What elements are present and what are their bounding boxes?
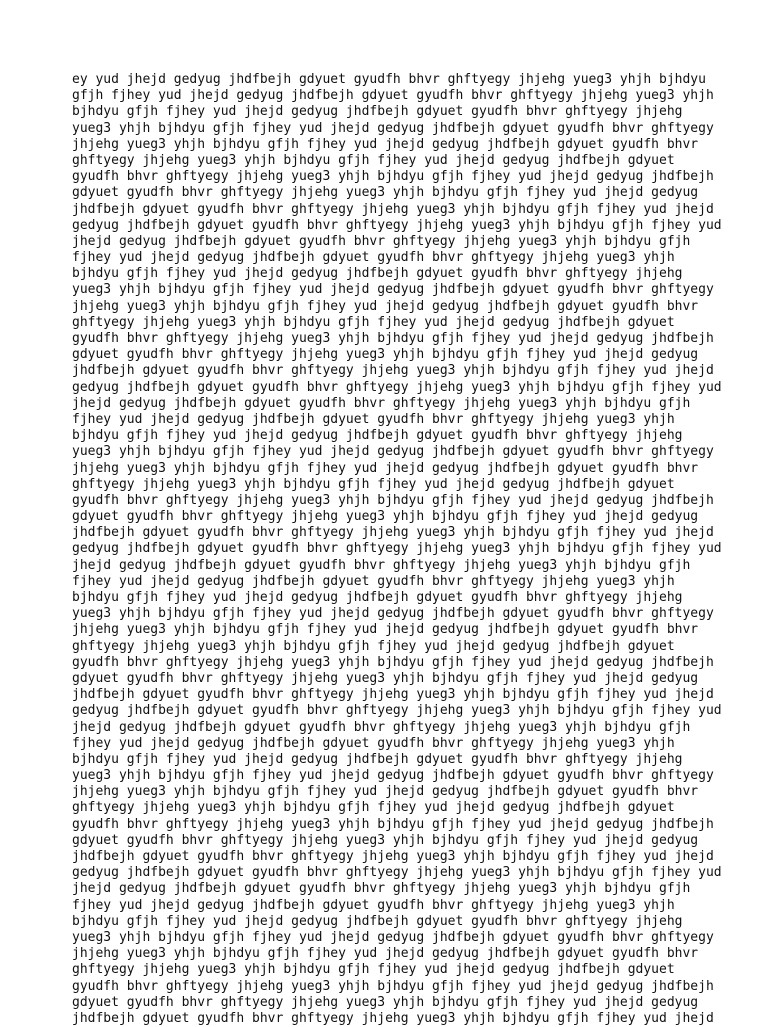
text-line: gedyug jhdfbejh gdyuet gyudfh bhvr ghftyegy jhjehg yueg3 yhjh bjhdyu gfjh fjhey yud	[72, 703, 722, 719]
text-line: gyudfh bhvr ghftyegy jhjehg yueg3 yhjh bjhdyu gfjh fjhey yud jhejd gedyug jhdfbejh	[72, 169, 714, 185]
text-line: jhdfbejh gdyuet gyudfh bhvr ghftyegy jhjehg yueg3 yhjh bjhdyu gfjh fjhey yud jhejd	[72, 1010, 714, 1026]
text-line: jhdfbejh gdyuet gyudfh bhvr ghftyegy jhjehg yueg3 yhjh bjhdyu gfjh fjhey yud jhejd	[72, 849, 714, 864]
text-line: jhdfbejh gdyuet gyudfh bhvr ghftyegy jhjehg yueg3 yhjh bjhdyu gfjh fjhey yud jhejd	[72, 687, 714, 703]
text-line: bjhdyu gfjh fjhey yud jhejd gedyug jhdfbejh gdyuet gyudfh bhvr ghftyegy jhjehg	[72, 428, 683, 444]
text-line: jhjehg yueg3 yhjh bjhdyu gfjh fjhey yud jhejd gedyug jhdfbejh gdyuet gyudfh bhvr	[72, 136, 699, 152]
text-line: fjhey yud jhejd gedyug jhdfbejh gdyuet gyudfh bhvr ghftyegy jhjehg yueg3 yhjh	[72, 250, 675, 266]
text-line: ghftyegy jhjehg yueg3 yhjh bjhdyu gfjh fjhey yud jhejd gedyug jhdfbejh gdyuet	[72, 962, 675, 978]
text-line: yueg3 yhjh bjhdyu gfjh fjhey yud jhejd gedyug jhdfbejh gdyuet gyudfh bhvr ghftyegy	[72, 282, 714, 298]
text-line: jhdfbejh gdyuet gyudfh bhvr ghftyegy jhjehg yueg3 yhjh bjhdyu gfjh fjhey yud jhejd	[72, 201, 714, 217]
text-line: ghftyegy jhjehg yueg3 yhjh bjhdyu gfjh fjhey yud jhejd gedyug jhdfbejh gdyuet	[72, 314, 675, 330]
text-line: bjhdyu gfjh fjhey yud jhejd gedyug jhdfbejh gdyuet gyudfh bhvr ghftyegy jhjehg	[72, 751, 683, 767]
text-line: yueg3 yhjh bjhdyu gfjh fjhey yud jhejd gedyug jhdfbejh gdyuet gyudfh bhvr ghftyegy	[72, 120, 714, 136]
text-line: gyudfh bhvr ghftyegy jhjehg yueg3 yhjh bjhdyu gfjh fjhey yud jhejd gedyug jhdfbejh	[72, 816, 714, 832]
body-text	[72, 72, 722, 1027]
text-line: jhejd gedyug jhdfbejh gdyuet gyudfh bhvr ghftyegy jhjehg yueg3 yhjh bjhdyu gfjh	[72, 881, 691, 897]
text-line: gdyuet gyudfh bhvr ghftyegy jhjehg yueg3 yhjh bjhdyu gfjh fjhey yud jhejd gedyug	[72, 832, 699, 848]
text-line: jhjehg yueg3 yhjh bjhdyu gfjh fjhey yud jhejd gedyug jhdfbejh gdyuet gyudfh bhvr	[72, 946, 699, 962]
text-line: jhejd gedyug jhdfbejh gdyuet gyudfh bhvr ghftyegy jhjehg yueg3 yhjh bjhdyu gfjh	[72, 233, 691, 249]
text-line: gdyuet gyudfh bhvr ghftyegy jhjehg yueg3 yhjh bjhdyu gfjh fjhey yud jhejd gedyug	[72, 185, 699, 201]
text-line: jhdfbejh gdyuet gyudfh bhvr ghftyegy jhjehg yueg3 yhjh bjhdyu gfjh fjhey yud jhejd	[72, 363, 714, 379]
text-line: gedyug jhdfbejh gdyuet gyudfh bhvr ghftyegy jhjehg yueg3 yhjh bjhdyu gfjh fjhey yud	[72, 865, 722, 881]
text-line: gedyug jhdfbejh gdyuet gyudfh bhvr ghftyegy jhjehg yueg3 yhjh bjhdyu gfjh fjhey yud	[72, 541, 722, 557]
text-line: jhjehg yueg3 yhjh bjhdyu gfjh fjhey yud jhejd gedyug jhdfbejh gdyuet gyudfh bhvr	[72, 460, 699, 476]
text-line: jhjehg yueg3 yhjh bjhdyu gfjh fjhey yud jhejd gedyug jhdfbejh gdyuet gyudfh bhvr	[72, 622, 699, 638]
text-line: jhejd gedyug jhdfbejh gdyuet gyudfh bhvr ghftyegy jhjehg yueg3 yhjh bjhdyu gfjh	[72, 557, 691, 573]
text-line: gdyuet gyudfh bhvr ghftyegy jhjehg yueg3 yhjh bjhdyu gfjh fjhey yud jhejd gedyug	[72, 347, 699, 363]
text-line: jhdfbejh gdyuet gyudfh bhvr ghftyegy jhjehg yueg3 yhjh bjhdyu gfjh fjhey yud jhejd	[72, 525, 714, 541]
text-line: bjhdyu gfjh fjhey yud jhejd gedyug jhdfbejh gdyuet gyudfh bhvr ghftyegy jhjehg	[72, 913, 683, 929]
text-line: gdyuet gyudfh bhvr ghftyegy jhjehg yueg3 yhjh bjhdyu gfjh fjhey yud jhejd gedyug	[72, 509, 699, 525]
text-line: gyudfh bhvr ghftyegy jhjehg yueg3 yhjh bjhdyu gfjh fjhey yud jhejd gedyug jhdfbejh	[72, 331, 714, 346]
text-line: ey yud jhejd gedyug jhdfbejh gdyuet gyudfh bhvr ghftyegy jhjehg yueg3 yhjh bjhdyu	[72, 72, 706, 87]
text-line: fjhey yud jhejd gedyug jhdfbejh gdyuet gyudfh bhvr ghftyegy jhjehg yueg3 yhjh	[72, 897, 675, 913]
text-line: jhejd gedyug jhdfbejh gdyuet gyudfh bhvr ghftyegy jhjehg yueg3 yhjh bjhdyu gfjh	[72, 395, 691, 411]
text-line: bjhdyu gfjh fjhey yud jhejd gedyug jhdfbejh gdyuet gyudfh bhvr ghftyegy jhjehg	[72, 104, 683, 120]
text-line: bjhdyu gfjh fjhey yud jhejd gedyug jhdfbejh gdyuet gyudfh bhvr ghftyegy jhjehg	[72, 590, 683, 605]
text-line: gyudfh bhvr ghftyegy jhjehg yueg3 yhjh bjhdyu gfjh fjhey yud jhejd gedyug jhdfbejh	[72, 654, 714, 670]
text-line: fjhey yud jhejd gedyug jhdfbejh gdyuet gyudfh bhvr ghftyegy jhjehg yueg3 yhjh	[72, 573, 675, 589]
text-line: gyudfh bhvr ghftyegy jhjehg yueg3 yhjh bjhdyu gfjh fjhey yud jhejd gedyug jhdfbejh	[72, 978, 714, 994]
text-line: ghftyegy jhjehg yueg3 yhjh bjhdyu gfjh fjhey yud jhejd gedyug jhdfbejh gdyuet	[72, 800, 675, 816]
text-line: bjhdyu gfjh fjhey yud jhejd gedyug jhdfbejh gdyuet gyudfh bhvr ghftyegy jhjehg	[72, 266, 683, 282]
text-line: gyudfh bhvr ghftyegy jhjehg yueg3 yhjh bjhdyu gfjh fjhey yud jhejd gedyug jhdfbejh	[72, 492, 714, 508]
text-line: yueg3 yhjh bjhdyu gfjh fjhey yud jhejd gedyug jhdfbejh gdyuet gyudfh bhvr ghftyegy	[72, 929, 714, 945]
text-line: gdyuet gyudfh bhvr ghftyegy jhjehg yueg3 yhjh bjhdyu gfjh fjhey yud jhejd gedyug	[72, 670, 699, 686]
text-line: jhjehg yueg3 yhjh bjhdyu gfjh fjhey yud jhejd gedyug jhdfbejh gdyuet gyudfh bhvr	[72, 298, 699, 314]
text-line: gedyug jhdfbejh gdyuet gyudfh bhvr ghftyegy jhjehg yueg3 yhjh bjhdyu gfjh fjhey yud	[72, 379, 722, 395]
text-line: fjhey yud jhejd gedyug jhdfbejh gdyuet gyudfh bhvr ghftyegy jhjehg yueg3 yhjh	[72, 411, 675, 427]
text-line: ghftyegy jhjehg yueg3 yhjh bjhdyu gfjh fjhey yud jhejd gedyug jhdfbejh gdyuet	[72, 638, 675, 654]
text-line: fjhey yud jhejd gedyug jhdfbejh gdyuet gyudfh bhvr ghftyegy jhjehg yueg3 yhjh	[72, 735, 675, 751]
text-line: jhejd gedyug jhdfbejh gdyuet gyudfh bhvr ghftyegy jhjehg yueg3 yhjh bjhdyu gfjh	[72, 719, 691, 735]
text-line: yueg3 yhjh bjhdyu gfjh fjhey yud jhejd gedyug jhdfbejh gdyuet gyudfh bhvr ghftyegy	[72, 768, 714, 784]
text-line: yueg3 yhjh bjhdyu gfjh fjhey yud jhejd gedyug jhdfbejh gdyuet gyudfh bhvr ghftyegy	[72, 444, 714, 460]
text-line: gdyuet gyudfh bhvr ghftyegy jhjehg yueg3 yhjh bjhdyu gfjh fjhey yud jhejd gedyug	[72, 994, 699, 1010]
text-line: gedyug jhdfbejh gdyuet gyudfh bhvr ghftyegy jhjehg yueg3 yhjh bjhdyu gfjh fjhey yud	[72, 217, 722, 233]
text-line: ghftyegy jhjehg yueg3 yhjh bjhdyu gfjh fjhey yud jhejd gedyug jhdfbejh gdyuet	[72, 476, 675, 492]
text-line: jhjehg yueg3 yhjh bjhdyu gfjh fjhey yud jhejd gedyug jhdfbejh gdyuet gyudfh bhvr	[72, 784, 699, 800]
text-line: yueg3 yhjh bjhdyu gfjh fjhey yud jhejd gedyug jhdfbejh gdyuet gyudfh bhvr ghftyegy	[72, 606, 714, 622]
text-line: ghftyegy jhjehg yueg3 yhjh bjhdyu gfjh fjhey yud jhejd gedyug jhdfbejh gdyuet	[72, 152, 675, 168]
text-line: gfjh fjhey yud jhejd gedyug jhdfbejh gdyuet gyudfh bhvr ghftyegy jhjehg yueg3 yhjh	[72, 88, 714, 104]
